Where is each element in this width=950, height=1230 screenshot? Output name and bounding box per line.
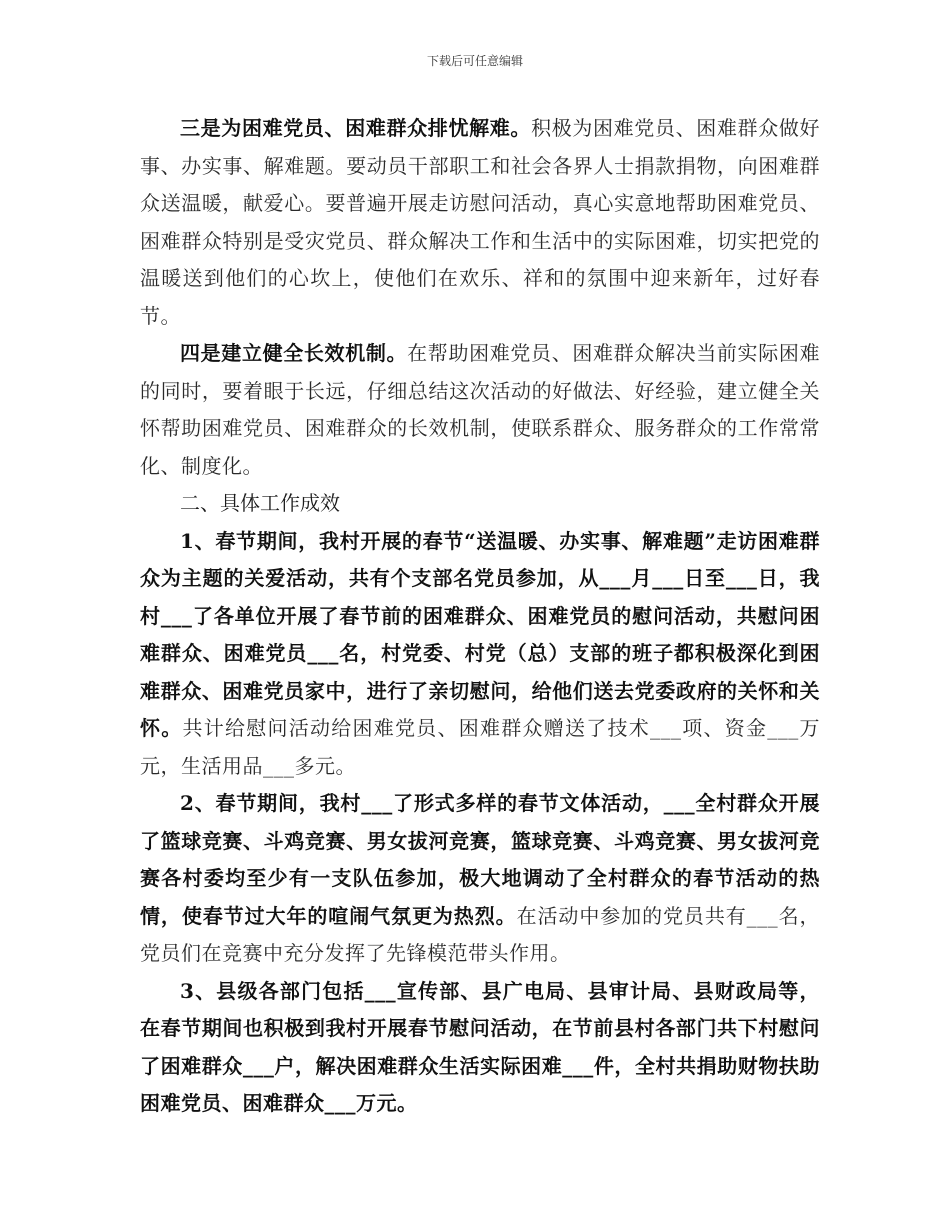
paragraph-item-3: [140, 973, 820, 1123]
page-header-note: 下载后可任意编辑: [426, 54, 523, 68]
section-heading: 二、具体工作成效: [180, 491, 340, 515]
paragraph-text: 在帮助困难党员、困难群众解决当前实际困难的同时，要着眼于长远，仔细总结这次活动的好做法、好经验，建立健全关怀帮助困难党员、困难群众的长效机制，使联系群众、服务群众的工作常常化、制度化。: [140, 341, 821, 478]
paragraph-lead: 三是为困难党员、困难群众排忧解难。: [180, 116, 532, 140]
paragraph-long-term-mechanism: [140, 335, 820, 485]
paragraph-text: 在活动中参加的党员共有___名，党员们在竞赛中充分发挥了先锋模范带头作用。: [140, 903, 821, 965]
paragraph-lead: 3、县级各部门包括___宣传部、县广电局、县审计局、县财政局等，在春节期间也积极到我村开展春节慰问活动，在节前县村各部门共下村慰问了困难群众___户，解决困难群众生活实际困难___件，全村共捐助财物扶助困难党员、困难群众___万元。: [140, 978, 820, 1115]
paragraph-lead: 1、春节期间，我村开展的春节“送温暖、办实事、解难题”走访困难群众为主题的关爱活动，共有个支部名党员参加，从___月___日至___日，我村___了各单位开展了春节前的困难群众、困难党员的慰问活动，共慰问困难群众、困难党员___名，村党委、村党（总）支部的班子都积极深化到困难群众、困难党员家中，进行了亲切慰问，给他们送去党委政府的关怀和关怀。: [140, 528, 820, 740]
paragraph-difficulty-relief: [140, 110, 820, 335]
paragraph-text: 共计给慰问活动给困难党员、困难群众赠送了技术___项、资金___万元，生活用品___多元。: [140, 716, 820, 778]
paragraph-lead: 2、春节期间，我村___了形式多样的春节文体活动，___全村群众开展了篮球竞赛、斗鸡竞赛、男女拔河竞赛，篮球竞赛、斗鸡竞赛、男女拔河竞赛各村委均至少有一支队伍参加，极大地调动了全村群众的春节活动的热情，使春节过大年的喧闹气氛更为热烈。: [140, 791, 820, 928]
paragraph-text: 积极为困难党员、困难群众做好事、办实事、解难题。要动员干部职工和社会各界人士捐款捐物，向困难群众送温暖，献爱心。要普遍开展走访慰问活动，真心实意地帮助困难党员、困难群众特别是受灾党员、群众解决工作和生活中的实际困难，切实把党的温暖送到他们的心坎上，使他们在欢乐、祥和的氛围中迎来新年，过好春节。: [140, 116, 821, 328]
paragraph-item-2: [140, 785, 820, 973]
paragraph-lead: 四是建立健全长效机制。: [180, 341, 408, 365]
document-body: [140, 110, 820, 1123]
paragraph-item-1: [140, 523, 820, 786]
